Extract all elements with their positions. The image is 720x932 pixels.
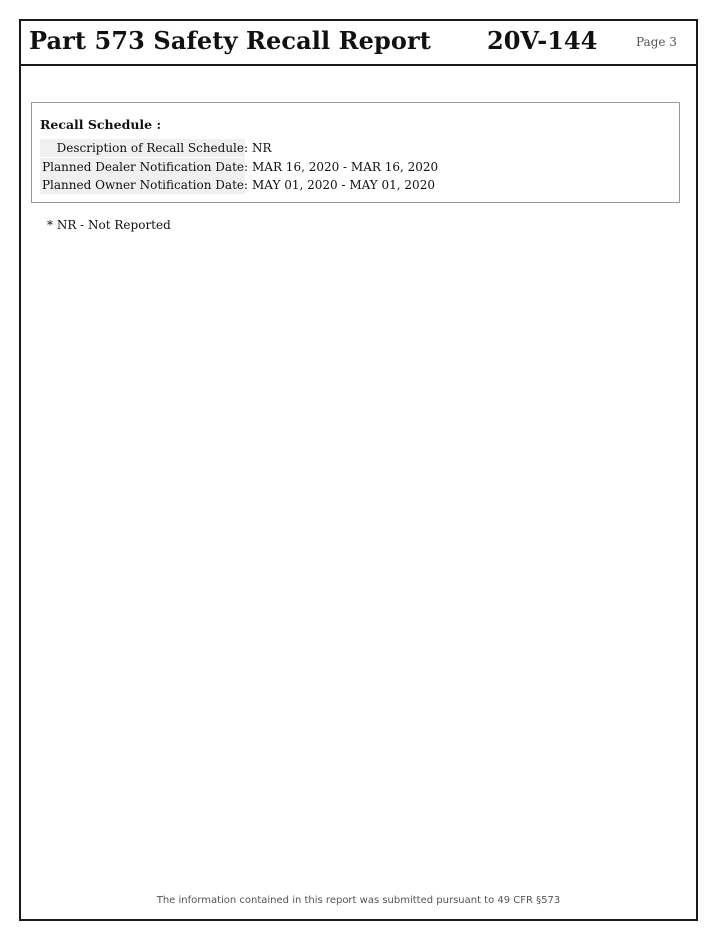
field-label: Planned Owner Notification Date	[41, 178, 244, 192]
report-title: Part 573 Safety Recall Report	[29, 26, 431, 55]
field-separator: :	[244, 141, 249, 155]
field-separator: :	[244, 160, 249, 174]
field-separator: :	[244, 178, 249, 192]
page-number: Page 3	[636, 35, 677, 49]
field-label: Planned Dealer Notification Date	[40, 158, 245, 176]
recall-id: 20V-144	[487, 26, 598, 55]
footnote: * NR - Not Reported	[47, 218, 171, 232]
report-header	[21, 21, 696, 66]
page-footer: The information contained in this report was submitted pursuant to 49 CFR §573	[156, 895, 561, 906]
planned-dealer-notification-date-row	[40, 158, 660, 176]
report-page	[19, 19, 698, 921]
planned-owner-notification-date-row	[40, 176, 660, 194]
field-value: MAR 16, 2020 - MAR 16, 2020	[252, 160, 439, 174]
field-label: Description of Recall Schedule	[40, 139, 245, 157]
recall-schedule-heading: Recall Schedule :	[40, 117, 162, 132]
recall-schedule-section	[31, 102, 680, 203]
description-of-recall-schedule-row	[40, 139, 660, 157]
field-value: NR	[252, 141, 272, 155]
field-value: MAY 01, 2020 - MAY 01, 2020	[252, 178, 435, 192]
